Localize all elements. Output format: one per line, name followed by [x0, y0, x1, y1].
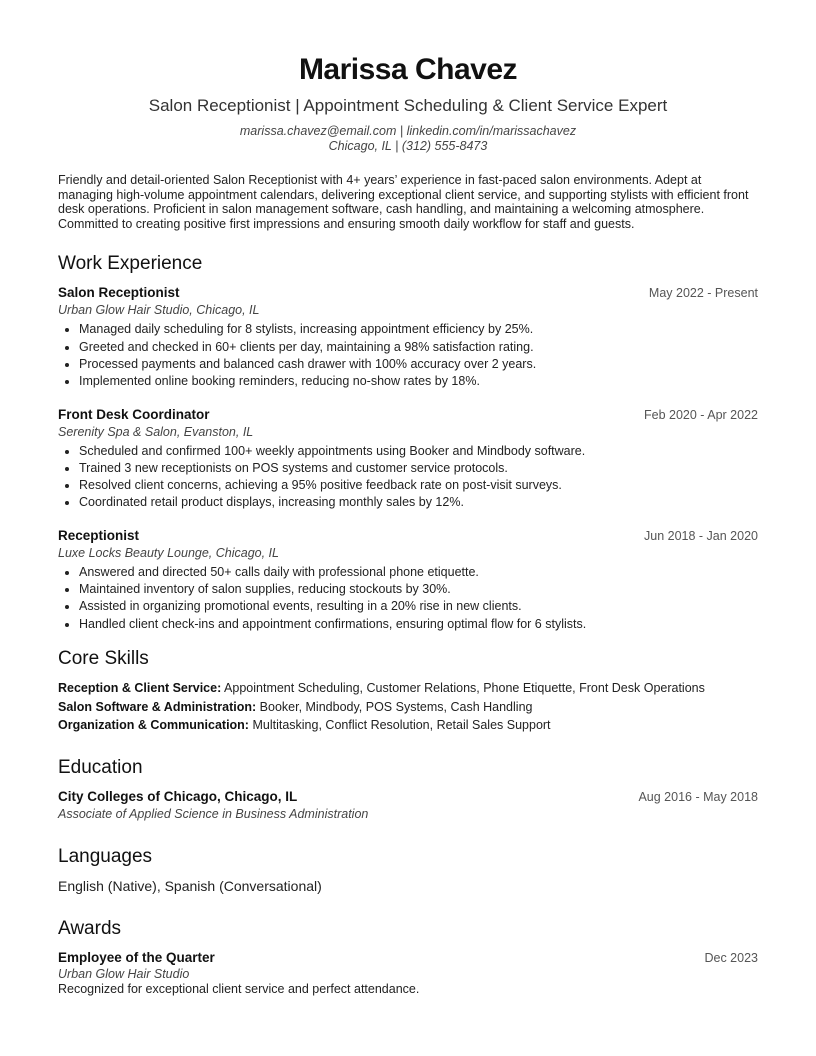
- job-bullet: • Implemented online booking reminders, reducing no-show rates by 18%.: [79, 373, 758, 390]
- skill-values: Booker, Mindbody, POS Systems, Cash Handling: [259, 699, 533, 714]
- job-entry: [58, 406, 758, 512]
- resume-page: [58, 0, 758, 997]
- job-bullet: • Maintained inventory of salon supplies, reducing stockouts by 30%.: [79, 581, 758, 598]
- job-title: Front Desk Coordinator: [58, 406, 210, 422]
- award-title: Employee of the Quarter: [58, 949, 215, 965]
- skill-category: Salon Software & Administration:: [58, 699, 257, 714]
- candidate-name: Marissa Chavez: [298, 53, 518, 86]
- job-bullet: • Handled client check-ins and appointment confirmations, ensuring optimal flow for 6 stylists.: [79, 616, 758, 633]
- section-title-languages: Languages: [58, 845, 153, 867]
- contact-line-email-linkedin: marissa.chavez@email.com | linkedin.com/in/marissachavez: [239, 124, 577, 138]
- skill-line: [58, 698, 758, 717]
- job-bullet: • Trained 3 new receptionists on POS systems and customer service protocols.: [79, 460, 758, 477]
- job-bullet: • Resolved client concerns, achieving a 95% positive feedback rate on post-visit surveys.: [79, 477, 758, 494]
- job-bullets: [58, 321, 758, 390]
- skill-line: [58, 716, 758, 735]
- job-title: Receptionist: [58, 527, 140, 543]
- professional-summary: Friendly and detail-oriented Salon Receptionist with 4+ years’ experience in fast-paced salon environments. Adept at managing high-volume appointment calendars, delivering exceptional client service, and supporting stylists with efficient front desk operations. Proficient in salon management software, cash handling, and maintaining a welcoming atmosphere. Committed to creating positive first impressions and ensuring smooth daily workflow for staff and guests.: [58, 173, 749, 231]
- job-bullet: • Greeted and checked in 60+ clients per day, maintaining a 98% satisfaction rating.: [79, 339, 758, 356]
- job-employer: Urban Glow Hair Studio, Chicago, IL: [58, 303, 260, 318]
- section-title-education: Education: [58, 756, 143, 778]
- skill-line: [58, 679, 758, 698]
- skill-category: Reception & Client Service:: [58, 680, 222, 695]
- section-title-experience: Work Experience: [58, 253, 203, 275]
- job-bullet: • Processed payments and balanced cash drawer with 100% accuracy over 2 years.: [79, 356, 758, 373]
- award-description: Recognized for exceptional client service and perfect attendance.: [58, 981, 420, 996]
- job-entry: [58, 284, 758, 390]
- education-school: City Colleges of Chicago, Chicago, IL: [58, 788, 298, 804]
- contact-line-location-phone: Chicago, IL | (312) 555-8473: [328, 139, 488, 153]
- award-date: Dec 2023: [704, 950, 758, 965]
- job-employer: Luxe Locks Beauty Lounge, Chicago, IL: [58, 545, 279, 560]
- headline: Salon Receptionist | Appointment Scheduling & Client Service Expert: [148, 96, 668, 115]
- skill-values: Multitasking, Conflict Resolution, Retail Sales Support: [252, 718, 551, 733]
- skill-values: Appointment Scheduling, Customer Relations, Phone Etiquette, Front Desk Operations: [224, 680, 705, 695]
- education-degree: Associate of Applied Science in Business Administration: [58, 806, 369, 821]
- languages-list: English (Native), Spanish (Conversational): [58, 877, 322, 894]
- job-bullet: • Answered and directed 50+ calls daily with professional phone etiquette.: [79, 564, 758, 581]
- job-bullet: • Scheduled and confirmed 100+ weekly appointments using Booker and Mindbody software.: [79, 443, 758, 460]
- job-dates: Jun 2018 - Jan 2020: [644, 528, 758, 543]
- job-dates: Feb 2020 - Apr 2022: [644, 407, 758, 422]
- job-entry: [58, 527, 758, 633]
- job-bullets: [58, 564, 758, 633]
- skill-category: Organization & Communication:: [58, 718, 249, 733]
- section-title-awards: Awards: [58, 917, 122, 939]
- education-dates: Aug 2016 - May 2018: [638, 789, 758, 804]
- job-bullet: • Managed daily scheduling for 8 stylists, increasing appointment efficiency by 25%.: [79, 321, 758, 338]
- job-bullet: • Coordinated retail product displays, increasing monthly sales by 12%.: [79, 494, 758, 511]
- section-title-skills: Core Skills: [58, 647, 149, 669]
- job-bullets: [58, 443, 758, 512]
- job-title: Salon Receptionist: [58, 285, 180, 301]
- job-dates: May 2022 - Present: [648, 286, 758, 301]
- job-employer: Serenity Spa & Salon, Evanston, IL: [58, 424, 254, 439]
- job-bullet: • Assisted in organizing promotional events, resulting in a 20% rise in new clients.: [79, 598, 758, 615]
- award-org: Urban Glow Hair Studio: [58, 966, 190, 981]
